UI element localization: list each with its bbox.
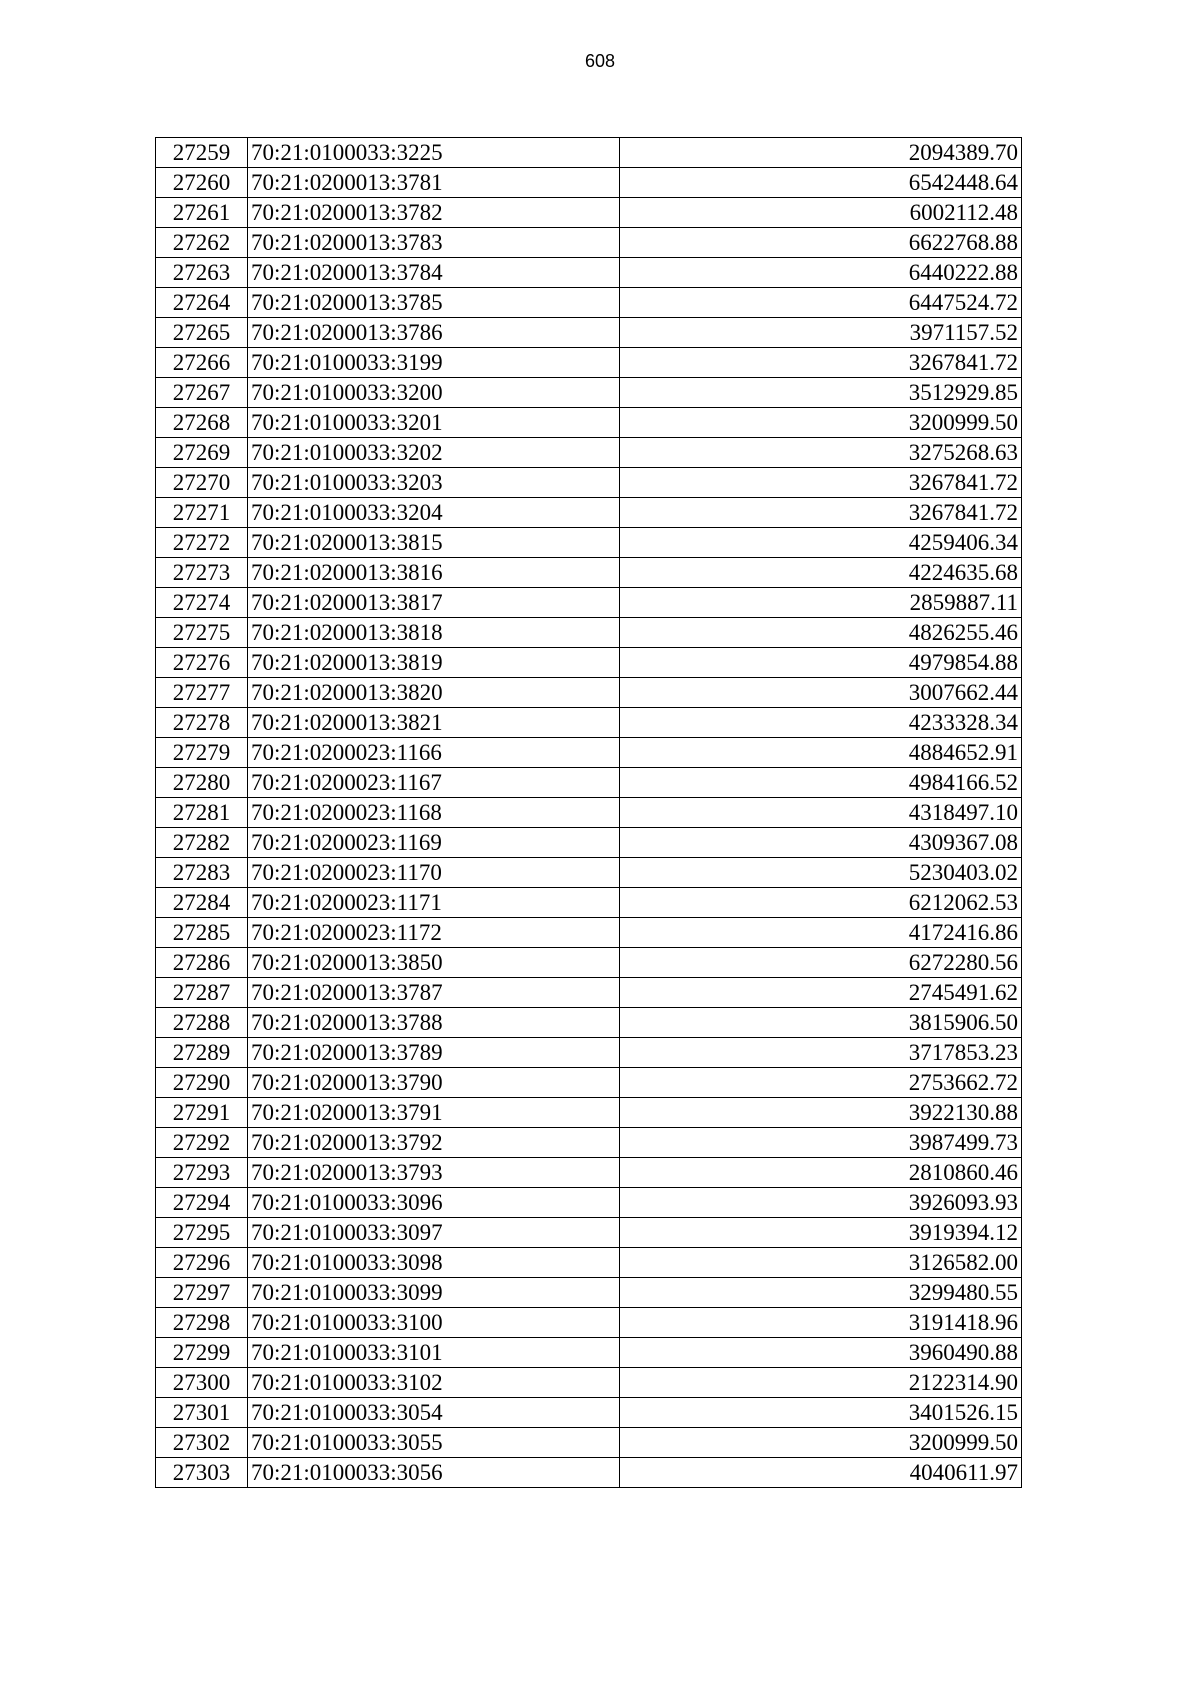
value-cell: 2810860.46: [620, 1158, 1022, 1188]
row-number-cell: 27273: [156, 558, 248, 588]
row-number-cell: 27261: [156, 198, 248, 228]
row-number-cell: 27295: [156, 1218, 248, 1248]
cadastral-number-cell: 70:21:0100033:3098: [248, 1248, 620, 1278]
cadastral-number-cell: 70:21:0100033:3202: [248, 438, 620, 468]
table-row: [156, 318, 1022, 348]
row-number-cell: 27271: [156, 498, 248, 528]
cadastral-number-cell: 70:21:0100033:3055: [248, 1428, 620, 1458]
table-row: [156, 378, 1022, 408]
value-cell: 3512929.85: [620, 378, 1022, 408]
row-number-cell: 27291: [156, 1098, 248, 1128]
cadastral-number-cell: 70:21:0100033:3200: [248, 378, 620, 408]
table-row: [156, 1368, 1022, 1398]
row-number-cell: 27268: [156, 408, 248, 438]
table-row: [156, 1338, 1022, 1368]
cadastral-number-cell: 70:21:0200013:3792: [248, 1128, 620, 1158]
row-number-cell: 27293: [156, 1158, 248, 1188]
cadastral-number-cell: 70:21:0200013:3782: [248, 198, 620, 228]
table-row: [156, 1188, 1022, 1218]
value-cell: 4826255.46: [620, 618, 1022, 648]
row-number-cell: 27292: [156, 1128, 248, 1158]
table-row: [156, 1068, 1022, 1098]
row-number-cell: 27263: [156, 258, 248, 288]
table-row: [156, 1398, 1022, 1428]
table-row: [156, 738, 1022, 768]
table-row: [156, 468, 1022, 498]
cadastral-number-cell: 70:21:0100033:3102: [248, 1368, 620, 1398]
row-number-cell: 27276: [156, 648, 248, 678]
value-cell: 6440222.88: [620, 258, 1022, 288]
row-number-cell: 27282: [156, 828, 248, 858]
value-cell: 3987499.73: [620, 1128, 1022, 1158]
cadastral-number-cell: 70:21:0200023:1167: [248, 768, 620, 798]
value-cell: 4259406.34: [620, 528, 1022, 558]
value-cell: 3267841.72: [620, 498, 1022, 528]
value-cell: 4040611.97: [620, 1458, 1022, 1488]
value-cell: 3267841.72: [620, 348, 1022, 378]
value-cell: 2859887.11: [620, 588, 1022, 618]
value-cell: 5230403.02: [620, 858, 1022, 888]
table-row: [156, 348, 1022, 378]
cadastral-number-cell: 70:21:0100033:3056: [248, 1458, 620, 1488]
cadastral-number-cell: 70:21:0200013:3816: [248, 558, 620, 588]
cadastral-number-cell: 70:21:0200023:1168: [248, 798, 620, 828]
cadastral-number-cell: 70:21:0200023:1172: [248, 918, 620, 948]
cadastral-number-cell: 70:21:0200013:3850: [248, 948, 620, 978]
cadastral-number-cell: 70:21:0200013:3786: [248, 318, 620, 348]
row-number-cell: 27296: [156, 1248, 248, 1278]
cadastral-number-cell: 70:21:0100033:3054: [248, 1398, 620, 1428]
table-row: [156, 558, 1022, 588]
cadastral-number-cell: 70:21:0200013:3784: [248, 258, 620, 288]
table-row: [156, 228, 1022, 258]
row-number-cell: 27265: [156, 318, 248, 348]
cadastral-number-cell: 70:21:0100033:3099: [248, 1278, 620, 1308]
table-row: [156, 918, 1022, 948]
cadastral-number-cell: 70:21:0100033:3201: [248, 408, 620, 438]
row-number-cell: 27299: [156, 1338, 248, 1368]
value-cell: 6542448.64: [620, 168, 1022, 198]
cadastral-value-table: [155, 137, 1022, 1488]
table-row: [156, 1458, 1022, 1488]
table-row: [156, 708, 1022, 738]
row-number-cell: 27267: [156, 378, 248, 408]
row-number-cell: 27266: [156, 348, 248, 378]
table-row: [156, 948, 1022, 978]
value-cell: 6002112.48: [620, 198, 1022, 228]
table-row: [156, 798, 1022, 828]
table-row: [156, 1278, 1022, 1308]
value-cell: 6622768.88: [620, 228, 1022, 258]
row-number-cell: 27290: [156, 1068, 248, 1098]
value-cell: 2753662.72: [620, 1068, 1022, 1098]
cadastral-number-cell: 70:21:0200013:3818: [248, 618, 620, 648]
row-number-cell: 27300: [156, 1368, 248, 1398]
value-cell: 2094389.70: [620, 138, 1022, 168]
value-cell: 3200999.50: [620, 1428, 1022, 1458]
cadastral-number-cell: 70:21:0200013:3791: [248, 1098, 620, 1128]
value-cell: 3299480.55: [620, 1278, 1022, 1308]
table-row: [156, 1158, 1022, 1188]
cadastral-number-cell: 70:21:0200023:1171: [248, 888, 620, 918]
cadastral-number-cell: 70:21:0200013:3785: [248, 288, 620, 318]
value-cell: 4979854.88: [620, 648, 1022, 678]
table-row: [156, 198, 1022, 228]
row-number-cell: 27302: [156, 1428, 248, 1458]
value-cell: 3717853.23: [620, 1038, 1022, 1068]
table-row: [156, 678, 1022, 708]
row-number-cell: 27297: [156, 1278, 248, 1308]
cadastral-number-cell: 70:21:0200013:3819: [248, 648, 620, 678]
cadastral-number-cell: 70:21:0200013:3783: [248, 228, 620, 258]
value-cell: 3926093.93: [620, 1188, 1022, 1218]
row-number-cell: 27286: [156, 948, 248, 978]
row-number-cell: 27287: [156, 978, 248, 1008]
table-row: [156, 138, 1022, 168]
row-number-cell: 27272: [156, 528, 248, 558]
row-number-cell: 27274: [156, 588, 248, 618]
table-row: [156, 618, 1022, 648]
value-cell: 6272280.56: [620, 948, 1022, 978]
table-row: [156, 888, 1022, 918]
cadastral-number-cell: 70:21:0100033:3101: [248, 1338, 620, 1368]
value-cell: 3922130.88: [620, 1098, 1022, 1128]
row-number-cell: 27285: [156, 918, 248, 948]
cadastral-number-cell: 70:21:0200013:3781: [248, 168, 620, 198]
cadastral-number-cell: 70:21:0200013:3793: [248, 1158, 620, 1188]
table-row: [156, 588, 1022, 618]
row-number-cell: 27288: [156, 1008, 248, 1038]
row-number-cell: 27303: [156, 1458, 248, 1488]
cadastral-number-cell: 70:21:0100033:3203: [248, 468, 620, 498]
row-number-cell: 27279: [156, 738, 248, 768]
row-number-cell: 27284: [156, 888, 248, 918]
table-row: [156, 1038, 1022, 1068]
cadastral-number-cell: 70:21:0100033:3097: [248, 1218, 620, 1248]
cadastral-number-cell: 70:21:0100033:3204: [248, 498, 620, 528]
value-cell: 3919394.12: [620, 1218, 1022, 1248]
row-number-cell: 27298: [156, 1308, 248, 1338]
table-row: [156, 768, 1022, 798]
value-cell: 3191418.96: [620, 1308, 1022, 1338]
row-number-cell: 27259: [156, 138, 248, 168]
cadastral-number-cell: 70:21:0200013:3787: [248, 978, 620, 1008]
table-row: [156, 498, 1022, 528]
cadastral-number-cell: 70:21:0200023:1166: [248, 738, 620, 768]
row-number-cell: 27270: [156, 468, 248, 498]
table-row: [156, 858, 1022, 888]
cadastral-number-cell: 70:21:0200023:1170: [248, 858, 620, 888]
value-cell: 2745491.62: [620, 978, 1022, 1008]
value-cell: 3126582.00: [620, 1248, 1022, 1278]
table-row: [156, 408, 1022, 438]
value-cell: 4309367.08: [620, 828, 1022, 858]
table-row: [156, 1218, 1022, 1248]
row-number-cell: 27289: [156, 1038, 248, 1068]
table-row: [156, 978, 1022, 1008]
value-cell: 3200999.50: [620, 408, 1022, 438]
cadastral-number-cell: 70:21:0200013:3789: [248, 1038, 620, 1068]
cadastral-number-cell: 70:21:0200013:3790: [248, 1068, 620, 1098]
cadastral-number-cell: 70:21:0200013:3820: [248, 678, 620, 708]
row-number-cell: 27264: [156, 288, 248, 318]
table-row: [156, 258, 1022, 288]
value-cell: 4984166.52: [620, 768, 1022, 798]
row-number-cell: 27262: [156, 228, 248, 258]
table-body: [156, 138, 1022, 1488]
value-cell: 3267841.72: [620, 468, 1022, 498]
row-number-cell: 27277: [156, 678, 248, 708]
cadastral-number-cell: 70:21:0200013:3817: [248, 588, 620, 618]
table-row: [156, 288, 1022, 318]
page-number: 608: [584, 51, 616, 71]
value-cell: 6447524.72: [620, 288, 1022, 318]
value-cell: 3960490.88: [620, 1338, 1022, 1368]
value-cell: 2122314.90: [620, 1368, 1022, 1398]
cadastral-number-cell: 70:21:0200023:1169: [248, 828, 620, 858]
row-number-cell: 27269: [156, 438, 248, 468]
cadastral-number-cell: 70:21:0200013:3815: [248, 528, 620, 558]
value-cell: 4172416.86: [620, 918, 1022, 948]
row-number-cell: 27294: [156, 1188, 248, 1218]
table-row: [156, 1098, 1022, 1128]
table-row: [156, 1428, 1022, 1458]
cadastral-number-cell: 70:21:0100033:3100: [248, 1308, 620, 1338]
value-cell: 6212062.53: [620, 888, 1022, 918]
table-row: [156, 828, 1022, 858]
table-row: [156, 1128, 1022, 1158]
value-cell: 3007662.44: [620, 678, 1022, 708]
value-cell: 3815906.50: [620, 1008, 1022, 1038]
row-number-cell: 27275: [156, 618, 248, 648]
cadastral-number-cell: 70:21:0100033:3225: [248, 138, 620, 168]
row-number-cell: 27280: [156, 768, 248, 798]
value-cell: 4233328.34: [620, 708, 1022, 738]
row-number-cell: 27283: [156, 858, 248, 888]
row-number-cell: 27278: [156, 708, 248, 738]
cadastral-number-cell: 70:21:0200013:3788: [248, 1008, 620, 1038]
value-cell: 3275268.63: [620, 438, 1022, 468]
table-row: [156, 528, 1022, 558]
table-row: [156, 168, 1022, 198]
value-cell: 3971157.52: [620, 318, 1022, 348]
table-row: [156, 1308, 1022, 1338]
value-cell: 3401526.15: [620, 1398, 1022, 1428]
value-cell: 4318497.10: [620, 798, 1022, 828]
cadastral-number-cell: 70:21:0100033:3096: [248, 1188, 620, 1218]
cadastral-number-cell: 70:21:0100033:3199: [248, 348, 620, 378]
table-row: [156, 438, 1022, 468]
row-number-cell: 27301: [156, 1398, 248, 1428]
row-number-cell: 27281: [156, 798, 248, 828]
value-cell: 4224635.68: [620, 558, 1022, 588]
cadastral-number-cell: 70:21:0200013:3821: [248, 708, 620, 738]
value-cell: 4884652.91: [620, 738, 1022, 768]
table-row: [156, 1008, 1022, 1038]
table-row: [156, 648, 1022, 678]
table-row: [156, 1248, 1022, 1278]
row-number-cell: 27260: [156, 168, 248, 198]
